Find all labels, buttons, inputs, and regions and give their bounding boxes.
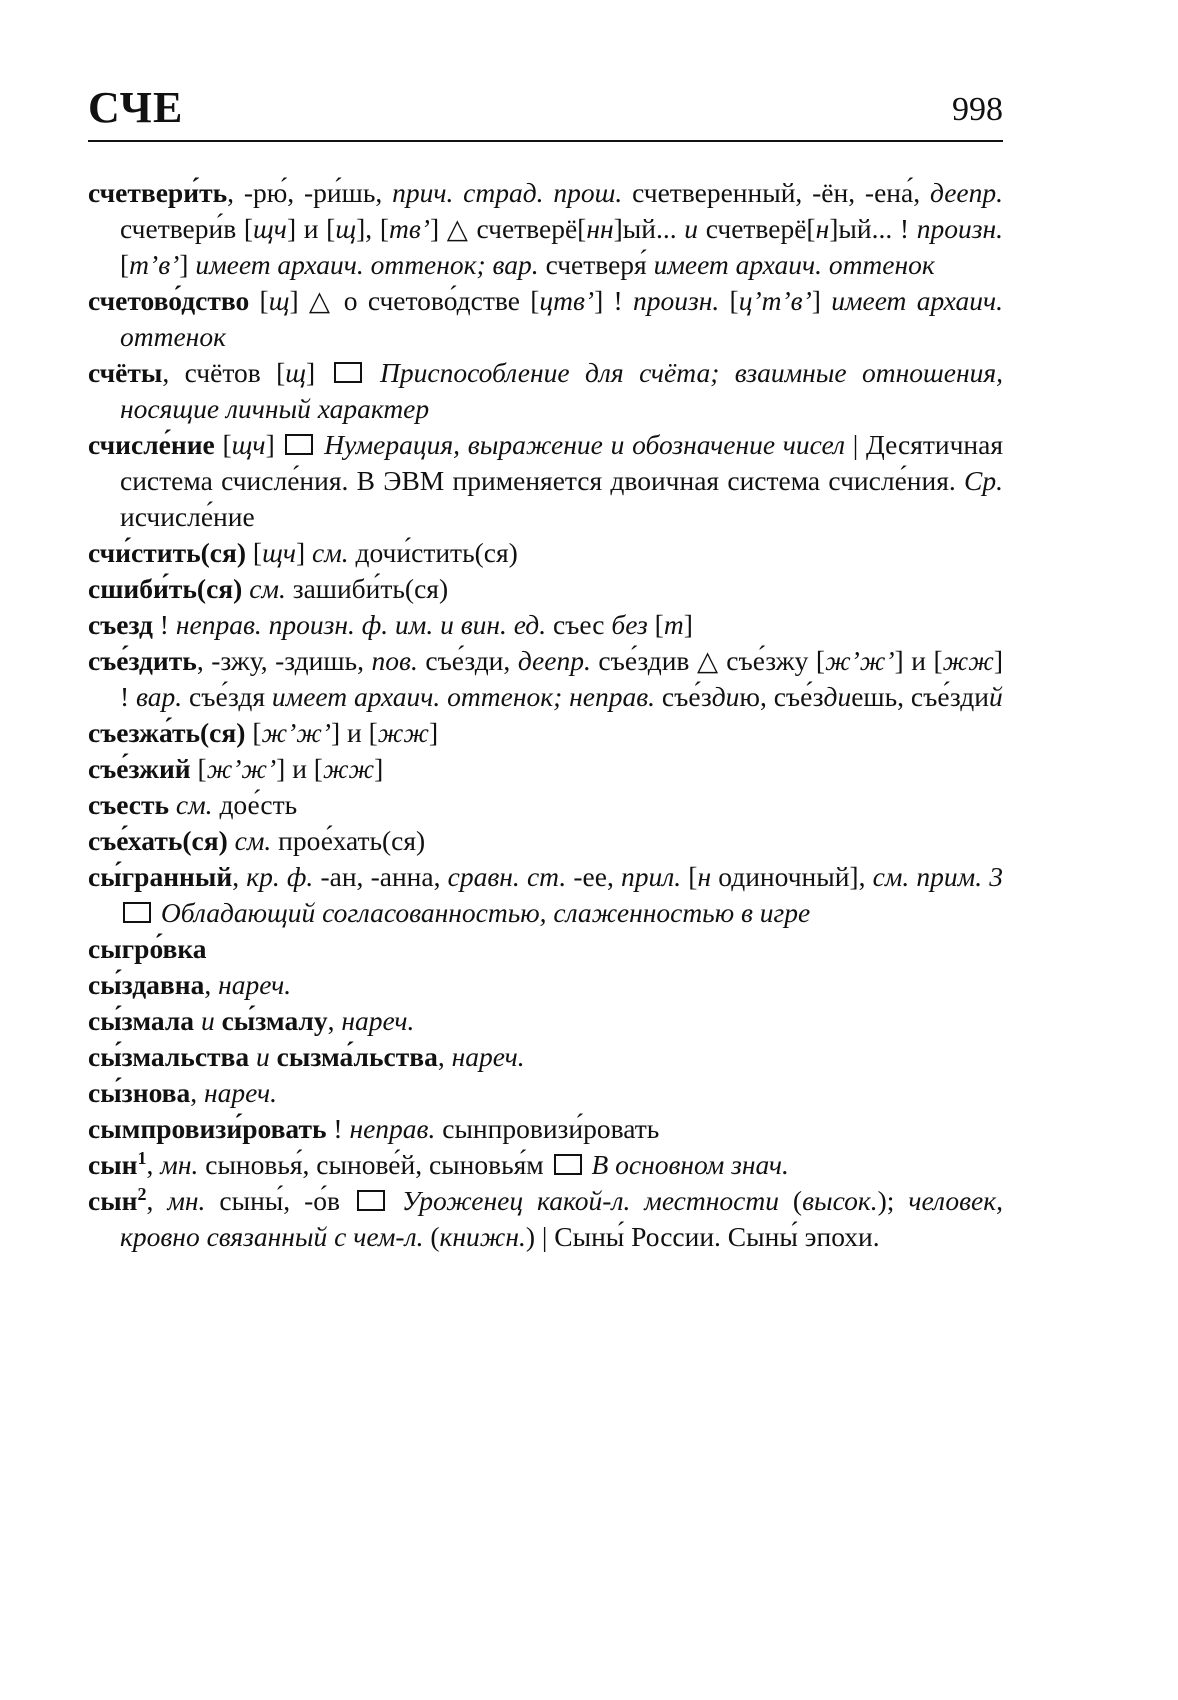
label-italic: Приспособление для счёта; взаимные отношения, носящие личный характер	[120, 357, 1004, 424]
label-italic: кр. ф.	[246, 861, 314, 892]
entry-text: [	[246, 537, 263, 568]
label-italic: н	[697, 861, 712, 892]
headword: съезжа́ть(ся)	[88, 717, 246, 748]
entry-text: ]	[683, 609, 693, 640]
label-italic: деепр.	[517, 645, 591, 676]
entry-text: [	[190, 753, 207, 784]
headword: съе́здить	[88, 645, 197, 676]
label-italic: прич. страд. прош.	[392, 177, 623, 208]
entry-text	[169, 789, 176, 820]
entry-text: [	[681, 861, 698, 892]
page-header	[88, 80, 1003, 130]
label-italic: имеет архаич. оттенок	[120, 285, 1003, 352]
label-italic: пов.	[371, 645, 418, 676]
headword: сыгро́вка	[88, 933, 207, 964]
dictionary-entry	[88, 1183, 1003, 1255]
dictionary-entry	[88, 1111, 1003, 1147]
label-italic: й	[988, 681, 1003, 712]
entry-text: ) | Сыны́ России. Сыны́ эпохи.	[525, 1221, 880, 1252]
dictionary-entry	[88, 1147, 1003, 1183]
entry-text: ю, съе́з	[739, 681, 824, 712]
dictionary-entry	[88, 1039, 1003, 1075]
entry-text	[215, 1005, 222, 1036]
entry-text: !	[152, 609, 176, 640]
entry-text: сынпровизи́ровать	[435, 1113, 660, 1144]
dictionary-entry	[88, 1075, 1003, 1111]
entry-text: сыны́, -о́в	[205, 1185, 354, 1216]
homonym-index: 2	[137, 1183, 147, 1204]
label-italic: мн.	[167, 1185, 206, 1216]
label-italic: деепр.	[929, 177, 1003, 208]
headword: сын	[88, 1185, 138, 1216]
entry-text	[388, 1185, 402, 1216]
entry-text: ] и [	[276, 753, 323, 784]
entry-list	[88, 175, 1003, 1255]
entry-text: дочи́стить(ся)	[348, 537, 518, 568]
entry-text: !	[326, 1113, 350, 1144]
entry-text: [	[719, 285, 739, 316]
headword: счисле́ние	[88, 429, 215, 460]
label-italic: ж’ж’	[261, 717, 331, 748]
entry-text: ] △ счетверё[	[429, 213, 587, 244]
label-italic: имеет архаич. оттенок	[653, 249, 935, 280]
entry-text: ] !	[594, 285, 633, 316]
entry-text	[270, 1041, 277, 1072]
entry-text: ]	[811, 285, 832, 316]
entry-text: ] и [	[330, 717, 378, 748]
label-italic: мн.	[160, 1149, 199, 1180]
label-italic: имеет архаич. оттенок; вар.	[195, 249, 539, 280]
entry-text: съе́зди,	[417, 645, 518, 676]
definition-box-icon	[357, 1190, 385, 1211]
label-italic: т	[663, 609, 684, 640]
dictionary-entry	[88, 751, 1003, 787]
entry-text: ]ый... !	[829, 213, 917, 244]
dictionary-entry	[88, 607, 1003, 643]
label-italic: неправ.	[349, 1113, 436, 1144]
label-italic: Обладающий согласованностью, слаженностью в игре	[160, 897, 811, 928]
entry-text: исчисле́ние	[120, 501, 255, 532]
label-italic: жж	[377, 717, 429, 748]
label-italic: тв’	[389, 213, 430, 244]
headword: сы́змальства	[88, 1041, 250, 1072]
label-italic: прил.	[621, 861, 682, 892]
label-italic: см.	[234, 825, 272, 856]
entry-text: ешь, съе́зди	[851, 681, 989, 712]
label-italic: сравн. ст.	[447, 861, 567, 892]
label-italic: жж	[322, 753, 375, 784]
label-italic: вар.	[136, 681, 183, 712]
label-italic: и	[200, 1005, 215, 1036]
headword: счетово́дство	[88, 285, 250, 316]
label-italic: нареч.	[341, 1005, 415, 1036]
headword: сы́знова	[88, 1077, 191, 1108]
entry-text: счетверенный, -ён, -ена́,	[622, 177, 930, 208]
entry-text: ]	[295, 537, 313, 568]
label-italic: ж’ж’	[825, 645, 895, 676]
entry-text: ,	[232, 861, 247, 892]
entry-text: ] и [	[286, 213, 336, 244]
entry-text: -ан, -анна,	[313, 861, 448, 892]
headword: съе́хать(ся)	[88, 825, 228, 856]
headword-variant: сы́змалу	[221, 1005, 328, 1036]
headword: съе́зжий	[88, 753, 191, 784]
entry-text: , счётов [	[162, 357, 286, 388]
dictionary-entry	[88, 571, 1003, 607]
entry-text: зашиби́ть(ся)	[285, 573, 449, 604]
dictionary-entry	[88, 643, 1003, 715]
entry-text: ]	[179, 249, 196, 280]
dictionary-entry	[88, 823, 1003, 859]
entry-text: , -рю́, -ри́шь,	[227, 177, 393, 208]
headword: сы́змала	[88, 1005, 195, 1036]
headword: сымпровизи́ровать	[88, 1113, 327, 1144]
entry-text: ,	[204, 969, 219, 1000]
label-italic: т’в’	[129, 249, 180, 280]
dictionary-entry	[88, 967, 1003, 1003]
headword: сы́здавна	[88, 969, 205, 1000]
entry-text: сыновья́, сынове́й, сыновья́м	[198, 1149, 551, 1180]
entry-text: ]ый...	[613, 213, 685, 244]
dictionary-entry	[88, 283, 1003, 355]
label-italic: нареч.	[451, 1041, 525, 1072]
label-italic: Ср.	[964, 465, 1003, 496]
dictionary-entry	[88, 715, 1003, 751]
dictionary-entry	[88, 787, 1003, 823]
label-italic: ди	[711, 681, 740, 712]
label-italic: см.	[175, 789, 213, 820]
entry-text: -ее,	[566, 861, 621, 892]
label-italic: нареч.	[204, 1077, 277, 1108]
entry-text: ]	[306, 357, 331, 388]
entry-text: , -зжу, -здишь,	[196, 645, 372, 676]
label-italic: щч	[262, 537, 296, 568]
entry-text: [	[249, 285, 269, 316]
entry-text: ,	[190, 1077, 204, 1108]
label-italic: имеет архаич. оттенок; неправ.	[271, 681, 656, 712]
entry-text: | Десятичная система счисле́ния. В ЭВМ применяется двоичная система счисле́ния.	[120, 429, 1003, 496]
entry-text: съе́здя	[182, 681, 272, 712]
dictionary-entry	[88, 427, 1003, 535]
dictionary-entry	[88, 175, 1003, 283]
label-italic: нн	[586, 213, 614, 244]
label-italic: Уроженец какой-л. местности	[401, 1185, 779, 1216]
label-italic: и	[256, 1041, 270, 1072]
label-italic: книжн.	[439, 1221, 526, 1252]
label-italic: Нумерация, выражение и обозначение чисел	[324, 429, 846, 460]
label-italic: н	[815, 213, 830, 244]
label-italic: см. прим. 3	[872, 861, 1003, 892]
entry-text: [	[214, 429, 232, 460]
entry-text: одиночный],	[711, 861, 873, 892]
entry-text: счетверё[	[698, 213, 816, 244]
headword: счи́стить(ся)	[88, 537, 247, 568]
entry-text	[365, 357, 380, 388]
label-italic: ц’т’в’	[738, 285, 812, 316]
label-italic: человек, кровно связанный с чем-л.	[120, 1185, 1003, 1252]
label-italic: ди	[823, 681, 852, 712]
dictionary-page	[88, 80, 1004, 1252]
definition-box-icon	[554, 1154, 582, 1175]
running-head: СЧЕ	[88, 83, 184, 132]
entry-text: ] !	[120, 645, 1003, 712]
label-italic: щ	[268, 285, 290, 316]
label-italic: щ	[285, 357, 307, 388]
entry-text	[154, 897, 161, 928]
label-italic: произн.	[633, 285, 720, 316]
dictionary-entry	[88, 355, 1003, 427]
entry-text: счетвери́в [	[120, 213, 254, 244]
page-number: 998	[952, 91, 1003, 128]
entry-text: дое́сть	[212, 789, 298, 820]
label-italic: жж	[942, 645, 994, 676]
headword: съезд	[88, 609, 153, 640]
definition-box-icon	[123, 902, 151, 923]
label-italic: цтв’	[539, 285, 595, 316]
label-italic: нареч.	[218, 969, 292, 1000]
entry-text: ,	[327, 1005, 342, 1036]
entry-text: ], [	[356, 213, 389, 244]
headword: сшиби́ть(ся)	[88, 573, 243, 604]
entry-text: ,	[146, 1149, 161, 1180]
label-italic: ж’ж’	[206, 753, 277, 784]
headword: съесть	[88, 789, 170, 820]
dictionary-entry	[88, 1003, 1003, 1039]
entry-text: ] △ о счетово́дстве [	[289, 285, 540, 316]
entry-text	[228, 825, 235, 856]
entry-text: (	[778, 1185, 803, 1216]
label-italic: щч	[231, 429, 266, 460]
dictionary-entry	[88, 859, 1003, 931]
homonym-index: 1	[137, 1147, 147, 1168]
entry-text: съе́з	[655, 681, 712, 712]
entry-text: [	[120, 249, 130, 280]
label-italic: и	[684, 213, 699, 244]
headword: сы́гранный	[88, 861, 233, 892]
entry-text: [	[245, 717, 262, 748]
headword: счетвери́ть	[88, 177, 228, 208]
label-italic: В основном знач.	[591, 1149, 789, 1180]
header-rule	[88, 140, 1003, 142]
label-italic: без	[611, 609, 648, 640]
label-italic: неправ. произн. ф. им. и вин. ед.	[175, 609, 547, 640]
label-italic: см.	[249, 573, 286, 604]
entry-text: ]	[374, 753, 384, 784]
entry-text	[194, 1005, 201, 1036]
label-italic: произн.	[916, 213, 1003, 244]
entry-text: счетверя́	[538, 249, 654, 280]
headword: сын	[88, 1149, 138, 1180]
dictionary-entry	[88, 931, 1003, 967]
entry-text: ] и [	[894, 645, 943, 676]
label-italic: высок.	[802, 1185, 878, 1216]
entry-text: съес	[546, 609, 612, 640]
label-italic: см.	[312, 537, 349, 568]
dictionary-entry	[88, 535, 1003, 571]
entry-text: ,	[437, 1041, 452, 1072]
entry-text: (	[423, 1221, 440, 1252]
entry-text: ]	[265, 429, 283, 460]
entry-text: [	[647, 609, 664, 640]
label-italic: щч	[253, 213, 287, 244]
entry-text: ]	[428, 717, 439, 748]
definition-box-icon	[334, 362, 362, 383]
definition-box-icon	[285, 434, 313, 455]
entry-text: );	[877, 1185, 909, 1216]
headword-variant: сызма́льства	[276, 1041, 438, 1072]
label-italic: щ	[335, 213, 357, 244]
entry-text: прое́хать(ся)	[271, 825, 426, 856]
entry-text: съе́здив △ съе́зжу [	[590, 645, 826, 676]
headword: счёты	[88, 357, 163, 388]
entry-text: ,	[146, 1185, 168, 1216]
